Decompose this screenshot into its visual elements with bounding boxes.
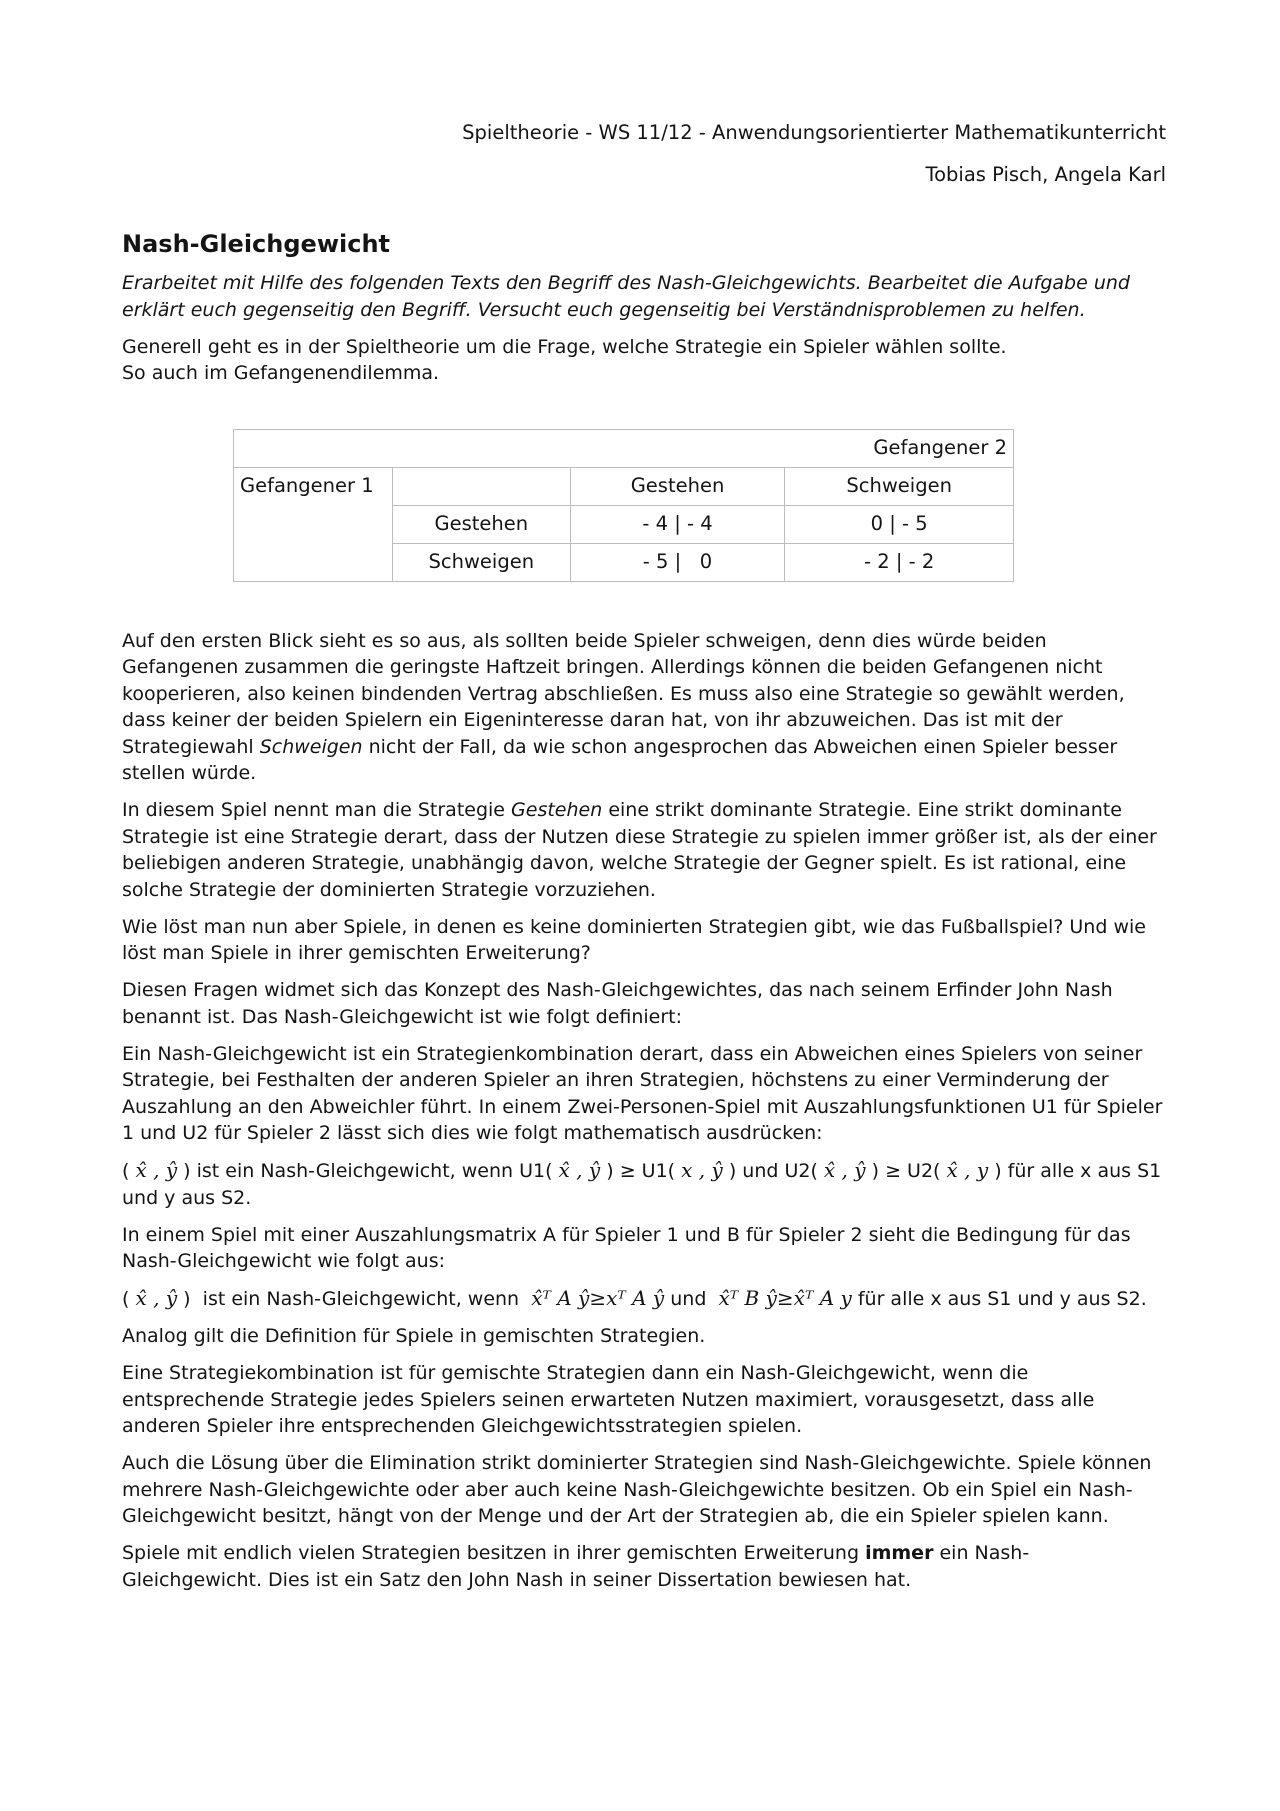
matrix-header-row (234, 429, 1014, 467)
payoff-cell: - 5 | 0 (570, 543, 785, 581)
paragraph-elimination: Auch die Lösung über die Elimination strikt dominierter Strategien sind Nash-Gleichgewichte. Spiele können mehrere Nash-Gleichgewichte oder aber auch keine Nash-Gleichgewichte besitzen. Ob ein Spiel ein Nash-Gleichgewicht besitzt, hängt von der Menge und der Art der Strategien ab, die ein Spieler spielen kann. (122, 1452, 1152, 1527)
page-title: Nash-Gleichgewicht (122, 230, 390, 258)
player2-label: Gefangener 2 (234, 429, 1014, 467)
payoff-cell: - 4 | - 4 (570, 505, 785, 543)
paragraph-line: So auch im Gefangenendilemma. (122, 362, 440, 384)
course-header: Spieltheorie - WS 11/12 - Anwendungsorientierter Mathematikunterricht (462, 121, 1166, 144)
matrix-strategy-row (234, 467, 1014, 505)
payoff-matrix (233, 429, 1014, 582)
paragraph-first-glance (122, 628, 1166, 787)
math-x-hat-y: x̂ , y (946, 1158, 989, 1182)
math-x-hat-y-hat: x̂ , ŷ (823, 1158, 866, 1182)
paragraph-definition: Ein Nash-Gleichgewicht ist ein Strategienkombination derart, dass ein Abweichen eines Spielers von seiner Strategie, bei Festhalten der anderen Spieler an ihren Strategien, höchstens zu einer Verminderung der Auszahlung an den Abweichler führt. In einem Zwei-Personen-Spiel mit Auszahlungsfunktionen U1 für Spieler 1 und U2 für Spieler 2 lässt sich dies wie folgt mathematisch ausdrücken: (122, 1042, 1163, 1144)
paragraph-line: Generell geht es in der Spieltheorie um die Frage, welche Strategie ein Spieler wählen sollte. (122, 335, 1007, 358)
math-x-hat-y-hat: x̂ , ŷ (135, 1286, 178, 1310)
paragraph-text: In diesem Spiel nennt man die Strategie (122, 799, 512, 821)
emphasis-gestehen: Gestehen (511, 799, 603, 821)
math-x-hat-y-hat: x̂ , ŷ (135, 1158, 178, 1182)
paragraph-text: Spiele mit endlich vielen Strategien besitzen in ihrer gemischten Erweiterung (122, 1542, 866, 1564)
paragraph-mixed-strategies: Eine Strategiekombination ist für gemischte Strategien dann ein Nash-Gleichgewicht, wenn die entsprechende Strategie jedes Spielers seinen erwarteten Nutzen maximiert, vorausgesetzt, dass alle anderen Spieler ihre entsprechenden Gleichgewichtsstrategien spielen. (122, 1362, 1095, 1437)
formula-definition-matrix: ( x̂ , ŷ ) ist ein Nash-Gleichgewicht, wenn x̂ᵀ A ŷ≥xᵀ A ŷ und x̂ᵀ B ŷ≥x̂ᵀ A y für alle x aus S1 und y aus S2. (122, 1286, 1147, 1310)
document-body (122, 270, 1166, 1604)
row-strategy-schweigen: Schweigen (392, 543, 570, 581)
paragraph-intro-question (122, 334, 1166, 387)
paragraph-question: Wie löst man nun aber Spiele, in denen es keine dominierten Strategien gibt, wie das Fußballspiel? Und wie löst man Spiele in ihrer gemischten Erweiterung? (122, 915, 1146, 964)
paragraph-analog: Analog gilt die Definition für Spiele in gemischten Strategien. (122, 1325, 706, 1347)
column-strategy-gestehen: Gestehen (570, 467, 785, 505)
player1-label: Gefangener 1 (234, 467, 393, 581)
paragraph-matrix-condition: In einem Spiel mit einer Auszahlungsmatrix A für Spieler 1 und B für Spieler 2 sieht die Bedingung für das Nash-Gleichgewicht wie folgt aus: (122, 1223, 1131, 1272)
payoff-cell: - 2 | - 2 (785, 543, 1014, 581)
paragraph-text: Auf den ersten Blick sieht es so aus, als sollten beide Spieler schweigen, denn dies würde beiden Gefangenen zusammen die geringste Haftzeit bringen. Allerdings können die beiden Gefangenen nicht kooperieren, also keinen bindenden Vertrag abschließen. Es muss also eine Strategie so gewählt werden, dass keiner der beiden Spielern ein Eigeninteresse daran hat, von ihr abzuweichen. Das ist mit der Strategiewahl (122, 629, 1125, 758)
row-strategy-gestehen: Gestehen (392, 505, 570, 543)
paragraph-dominant-strategy (122, 797, 1166, 903)
intro-paragraph: Erarbeitet mit Hilfe des folgenden Texts den Begriff des Nash-Gleichgewichts. Bearbeitet die Aufgabe und erklärt euch gegenseitig den Begriff. Versucht euch gegenseitig bei Verständnisproblemen zu helfen. (122, 272, 1130, 321)
math-inequality-a: x̂ᵀ A ŷ≥xᵀ A ŷ (531, 1286, 665, 1310)
paragraph-text: nicht der Fall, da wie schon angesprochen das Abweichen einen Spieler besser stellen würde. (122, 735, 1118, 784)
paragraph-nash-theorem (122, 1540, 1166, 1593)
paragraph-text: eine strikt dominante Strategie. Eine strikt dominante Strategie ist eine Strategie derart, dass der Nutzen diese Strategie zu spielen immer größer ist, als der einer beliebigen anderen Strategie, unabhängig davon, welche Strategie der Gegner spielt. Es ist rational, eine solche Strategie der dominierten Strategie vorzuziehen. (122, 799, 1157, 901)
emphasis-schweigen: Schweigen (259, 735, 363, 758)
emphasis-immer: immer (865, 1542, 934, 1564)
authors-header: Tobias Pisch, Angela Karl (925, 163, 1166, 186)
paragraph-text: ein Nash-Gleichgewicht. Dies ist ein Satz den John Nash in seiner Dissertation bewiesen hat. (122, 1542, 1030, 1591)
formula-definition-u: ( x̂ , ŷ ) ist ein Nash-Gleichgewicht, wenn U1( x̂ , ŷ ) ≥ U1( x , ŷ ) und U2( x̂ , ŷ ) ≥ U2( x̂ , y ) für alle x aus S1 und y aus S2. (122, 1158, 1162, 1209)
payoff-cell: 0 | - 5 (785, 505, 1014, 543)
math-x-y-hat: x , ŷ (681, 1158, 723, 1182)
math-x-hat-y-hat: x̂ , ŷ (558, 1158, 601, 1182)
paragraph-concept: Diesen Fragen widmet sich das Konzept des Nash-Gleichgewichtes, das nach seinem Erfinder John Nash benannt ist. Das Nash-Gleichgewicht ist wie folgt definiert: (122, 979, 1113, 1028)
column-strategy-schweigen: Schweigen (785, 467, 1014, 505)
matrix-empty-cell (392, 467, 570, 505)
math-inequality-b: x̂ᵀ B ŷ≥x̂ᵀ A y (718, 1286, 852, 1310)
